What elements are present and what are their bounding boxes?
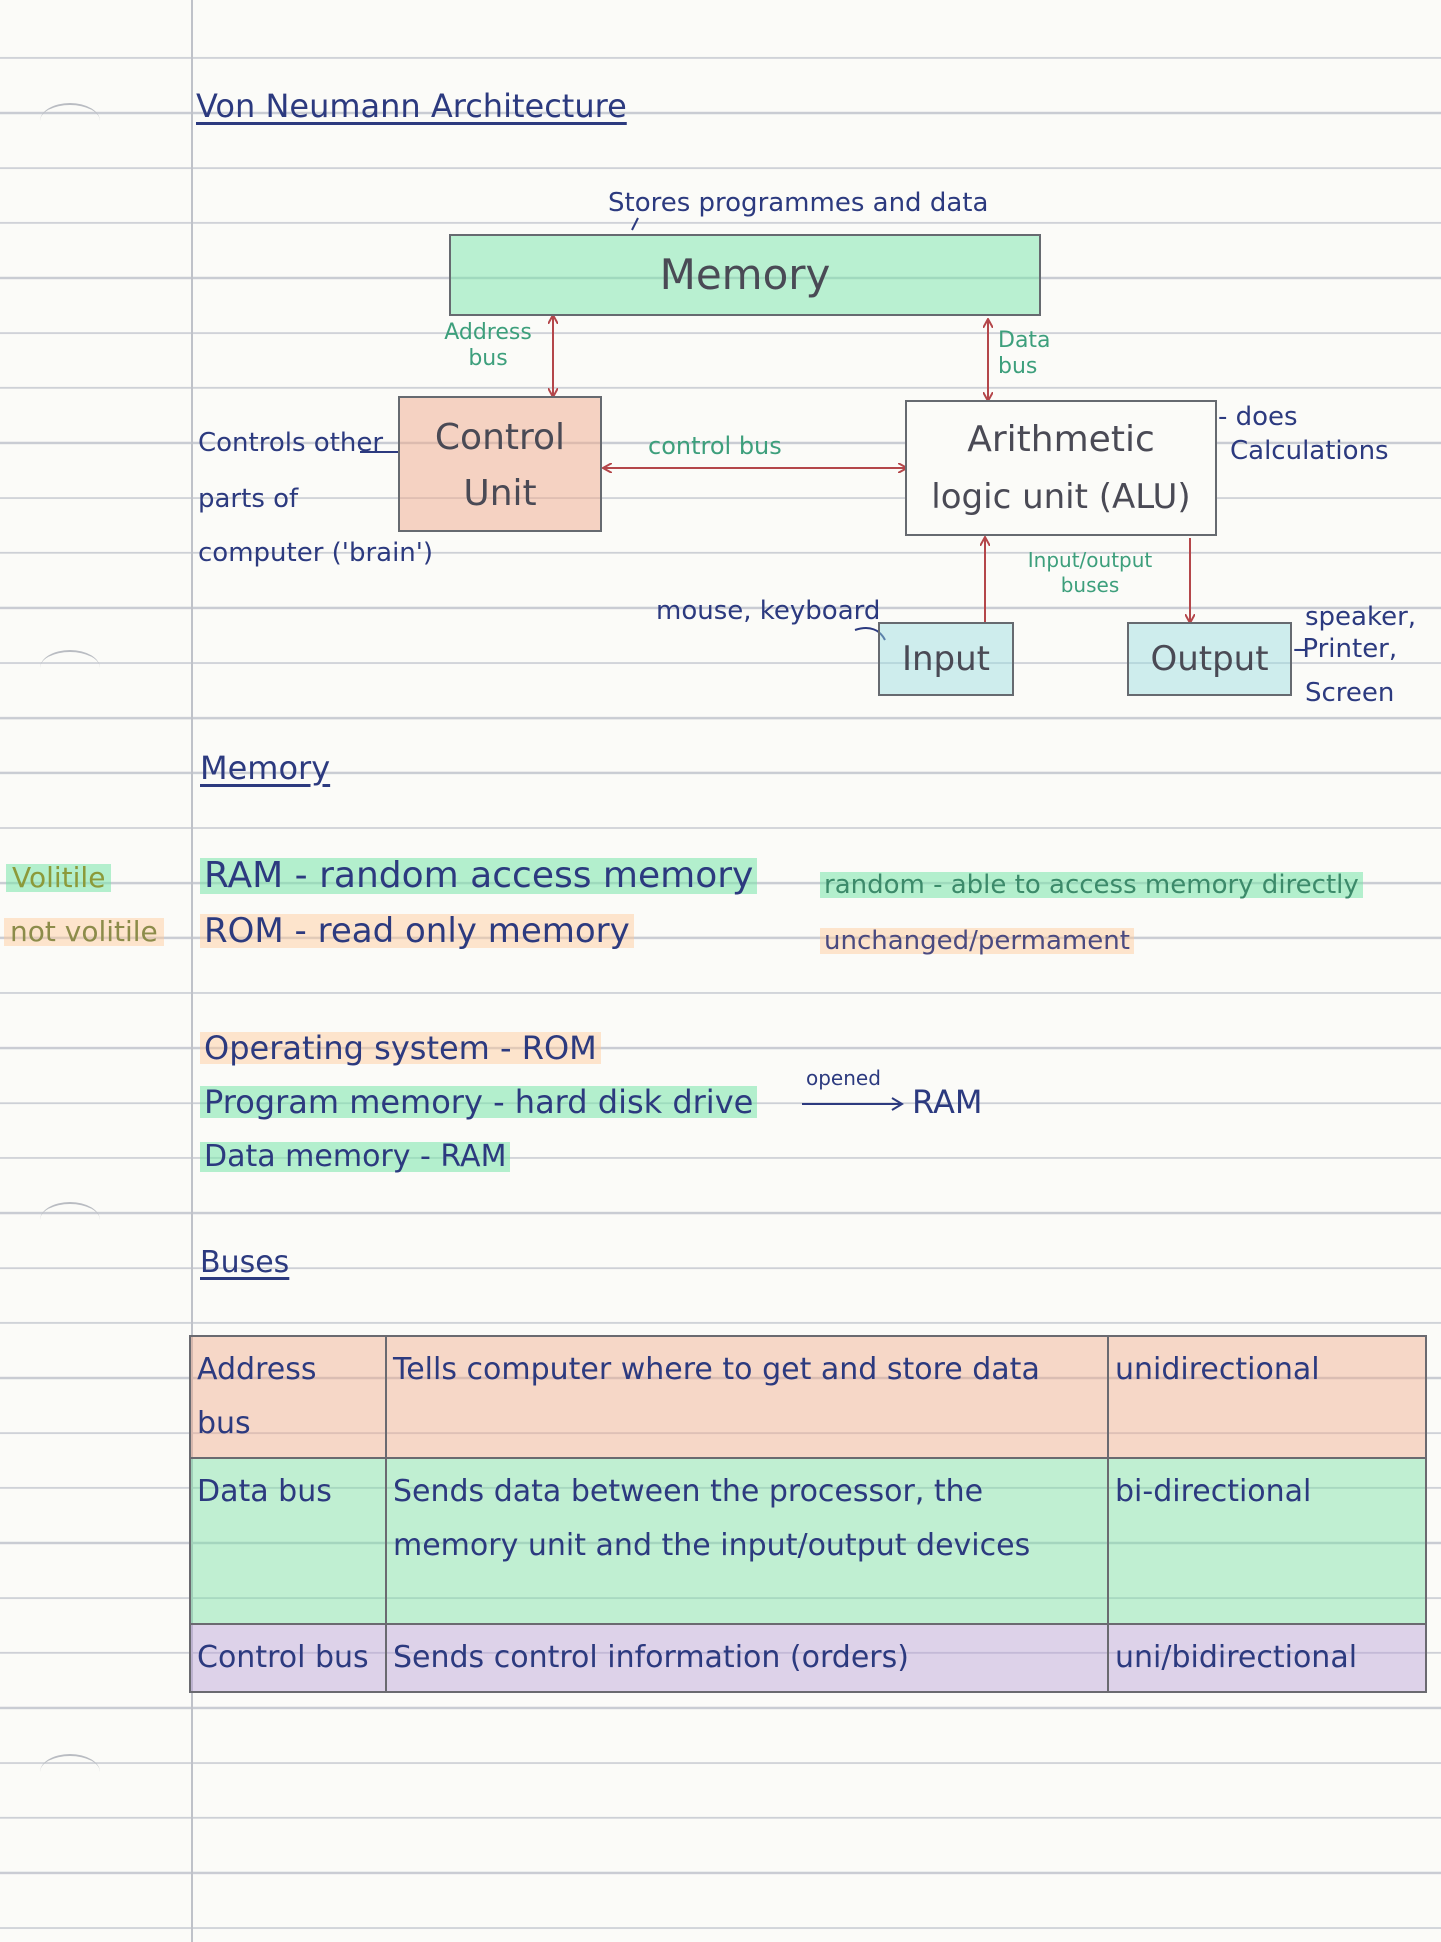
table-row [190, 1336, 1426, 1458]
control-unit-label-1: Control [434, 417, 566, 458]
control-unit-box [398, 396, 602, 532]
bus-name-cell: Address bus [190, 1336, 386, 1458]
address-bus-label: Address bus [444, 320, 532, 371]
program-line: Program memory - hard disk drive [200, 1086, 757, 1118]
alu-label-2: logic unit (ALU) [931, 477, 1191, 517]
control-note-line-1: Controls other [198, 428, 384, 458]
memory-note-pointer [632, 218, 638, 230]
io-bus-label-line-1: Input/output [1027, 548, 1153, 572]
punch-hole [40, 1202, 100, 1238]
alu-note-line-1: - does [1218, 402, 1298, 432]
ram-line: RAM - random access memory [200, 858, 757, 894]
memory-note: Stores programmes and data [608, 188, 989, 218]
buses-table [189, 1335, 1427, 1693]
bus-direction-cell: bi-directional [1108, 1458, 1426, 1624]
alu-note-line-2: Calculations [1230, 436, 1389, 466]
bus-description-cell: Sends data between the processor, the memory unit and the input/output devices [386, 1458, 1108, 1624]
memory-box [449, 234, 1041, 316]
table-row [190, 1624, 1426, 1692]
io-bus-label-line-2: buses [1060, 573, 1120, 597]
bus-direction-cell: unidirectional [1108, 1336, 1426, 1458]
output-note-line-3: Screen [1305, 678, 1395, 708]
alu-label-1: Arithmetic [967, 419, 1155, 460]
input-box [878, 622, 1014, 696]
table-row [190, 1458, 1426, 1624]
output-note-line-1: speaker, [1305, 602, 1417, 632]
page-title: Von Neumann Architecture [196, 87, 627, 125]
bus-direction-cell: uni/bidirectional [1108, 1624, 1426, 1692]
memory-heading: Memory [200, 749, 331, 787]
control-bus-label: control bus [648, 432, 782, 460]
volatile-label: Volitile [6, 864, 111, 892]
opened-arrow [800, 1096, 908, 1112]
ram-note: random - able to access memory directly [820, 872, 1363, 898]
punch-hole [40, 1754, 100, 1790]
output-label: Output [1150, 639, 1269, 679]
not-volatile-label: not volitile [4, 918, 164, 946]
output-note-line-2: -Printer, [1293, 634, 1398, 664]
bus-description-cell: Tells computer where to get and store data [386, 1336, 1108, 1458]
program-target: RAM [912, 1083, 983, 1121]
control-note-line-3: computer ('brain') [198, 538, 434, 568]
data-bus-label: Data bus [998, 328, 1051, 379]
control-note-line-2: parts of [198, 484, 299, 514]
data-line: Data memory - RAM [200, 1142, 510, 1172]
rom-line: ROM - read only memory [200, 914, 634, 948]
opened-label: opened [806, 1066, 881, 1090]
control-unit-label-2: Unit [463, 473, 537, 514]
os-line: Operating system - ROM [200, 1032, 601, 1064]
bus-description-cell: Sends control information (orders) [386, 1624, 1108, 1692]
bus-name-cell: Control bus [190, 1624, 386, 1692]
output-box [1127, 622, 1292, 696]
buses-heading: Buses [200, 1245, 290, 1280]
memory-label: Memory [659, 250, 831, 299]
rom-note: unchanged/permament [820, 928, 1134, 954]
alu-box [905, 400, 1217, 536]
input-note: mouse, keyboard [656, 596, 881, 626]
input-label: Input [901, 639, 991, 679]
bus-name-cell: Data bus [190, 1458, 386, 1624]
